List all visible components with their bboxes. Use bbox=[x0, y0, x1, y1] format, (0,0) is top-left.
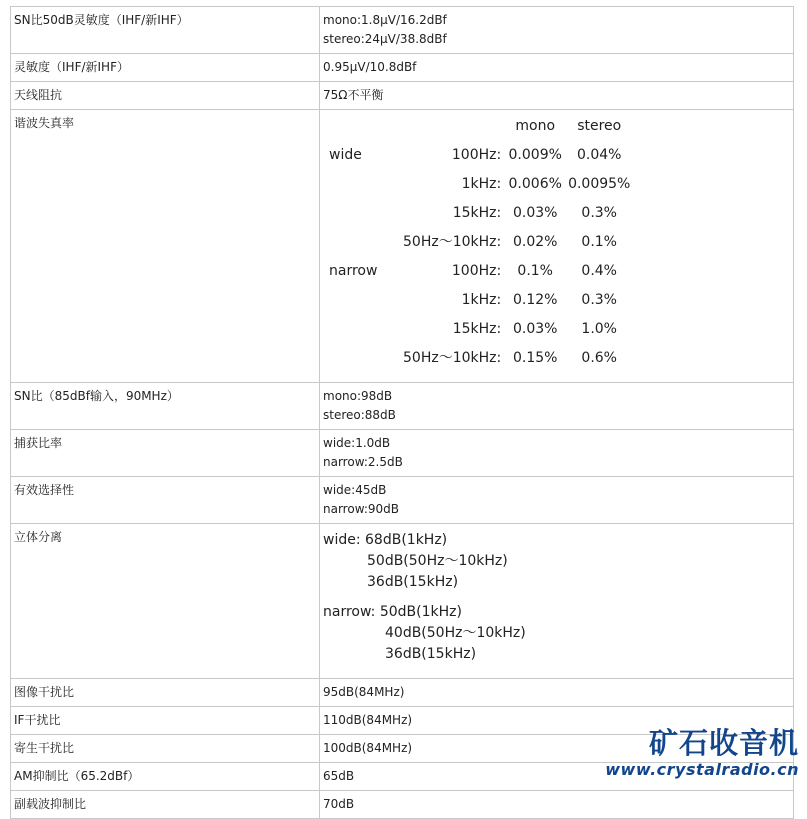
frequency-label: 1kHz: bbox=[461, 176, 502, 192]
mono-value: 0.03% bbox=[512, 205, 558, 221]
table-row bbox=[11, 7, 794, 54]
distortion-row bbox=[329, 291, 633, 320]
stereo-value: 0.3% bbox=[581, 292, 617, 308]
stereo-value: 0.6% bbox=[581, 350, 617, 366]
spec-value bbox=[320, 82, 794, 110]
separation-line: 50dB(50Hz～10kHz) bbox=[367, 553, 508, 569]
stereo-value: 0.1% bbox=[581, 234, 617, 250]
spec-value bbox=[320, 7, 794, 54]
spec-label: 立体分离 bbox=[11, 524, 320, 679]
separation-cell bbox=[320, 524, 794, 679]
band-label: narrow bbox=[329, 263, 378, 279]
spec-table bbox=[10, 6, 794, 819]
value-line: narrow:2.5dB bbox=[323, 455, 403, 469]
spec-label: 寄生干扰比 bbox=[11, 735, 320, 763]
spec-label: AM抑制比（65.2dBf） bbox=[11, 763, 320, 791]
value-line: 110dB(84MHz) bbox=[323, 713, 413, 727]
value-line: mono:1.8μV/16.2dBf bbox=[323, 13, 447, 27]
separation-value: 68dB(1kHz) bbox=[365, 532, 448, 548]
frequency-label: 100Hz: bbox=[451, 263, 502, 279]
separation-line: 36dB(15kHz) bbox=[367, 574, 459, 590]
value-line: 100dB(84MHz) bbox=[323, 741, 413, 755]
spec-value bbox=[320, 477, 794, 524]
mono-header: mono bbox=[515, 118, 556, 134]
distortion-row bbox=[329, 320, 633, 349]
distortion-table bbox=[329, 117, 633, 378]
separation-wide bbox=[323, 530, 790, 593]
value-line: mono:98dB bbox=[323, 389, 393, 403]
table-row bbox=[11, 430, 794, 477]
spec-label: 有效选择性 bbox=[11, 477, 320, 524]
spec-value bbox=[320, 791, 794, 819]
spec-value bbox=[320, 679, 794, 707]
frequency-label: 50Hz～10kHz: bbox=[403, 234, 502, 250]
distortion-row bbox=[329, 175, 633, 204]
table-row bbox=[11, 82, 794, 110]
stereo-value: 1.0% bbox=[581, 321, 617, 337]
spec-label: 灵敏度（IHF/新IHF） bbox=[11, 54, 320, 82]
stereo-header: stereo bbox=[577, 118, 622, 134]
mono-value: 0.15% bbox=[512, 350, 558, 366]
distortion-row bbox=[329, 233, 633, 262]
band-label bbox=[329, 175, 403, 204]
stereo-value: 0.04% bbox=[576, 147, 622, 163]
band-label bbox=[329, 320, 403, 349]
separation-narrow bbox=[323, 602, 790, 665]
spec-label: 谐波失真率 bbox=[11, 110, 320, 383]
value-line: narrow:90dB bbox=[323, 502, 400, 516]
frequency-label: 15kHz: bbox=[452, 205, 502, 221]
value-line: wide:45dB bbox=[323, 483, 387, 497]
mono-value: 0.12% bbox=[512, 292, 558, 308]
value-line: stereo:24μV/38.8dBf bbox=[323, 32, 447, 46]
spec-label: 图像干扰比 bbox=[11, 679, 320, 707]
site-watermark bbox=[605, 726, 799, 780]
separation-line bbox=[323, 530, 790, 551]
frequency-label: 100Hz: bbox=[451, 147, 502, 163]
mono-value: 0.1% bbox=[517, 263, 553, 279]
table-row bbox=[11, 383, 794, 430]
value-line: 95dB(84MHz) bbox=[323, 685, 405, 699]
table-row bbox=[11, 791, 794, 819]
distortion-row bbox=[329, 349, 633, 378]
band-label bbox=[329, 204, 403, 233]
table-row bbox=[11, 54, 794, 82]
table-row bbox=[11, 524, 794, 679]
spec-value bbox=[320, 383, 794, 430]
mono-value: 0.03% bbox=[512, 321, 558, 337]
mono-value: 0.009% bbox=[508, 147, 562, 163]
spec-label: SN比（85dBf输入，90MHz） bbox=[11, 383, 320, 430]
watermark-url: www.crystalradio.cn bbox=[605, 760, 799, 779]
distortion-row bbox=[329, 204, 633, 233]
band-label bbox=[329, 233, 403, 262]
table-row bbox=[11, 477, 794, 524]
value-line: stereo:88dB bbox=[323, 408, 396, 422]
separation-prefix: wide: bbox=[323, 532, 366, 548]
frequency-label: 50Hz～10kHz: bbox=[403, 350, 502, 366]
spec-value bbox=[320, 54, 794, 82]
table-row bbox=[11, 679, 794, 707]
value-line: 0.95μV/10.8dBf bbox=[323, 60, 417, 74]
distortion-cell bbox=[320, 110, 794, 383]
stereo-value: 0.3% bbox=[581, 205, 617, 221]
band-label bbox=[329, 291, 403, 320]
mono-value: 0.02% bbox=[512, 234, 558, 250]
band-label: wide bbox=[329, 147, 362, 163]
value-line: wide:1.0dB bbox=[323, 436, 391, 450]
watermark-title: 矿石收音机 bbox=[648, 726, 799, 760]
separation-line: 36dB(15kHz) bbox=[385, 646, 477, 662]
separation-value: 50dB(1kHz) bbox=[379, 604, 462, 620]
value-line: 70dB bbox=[323, 797, 355, 811]
separation-line: 40dB(50Hz～10kHz) bbox=[385, 625, 526, 641]
distortion-header-row bbox=[329, 117, 633, 146]
distortion-row bbox=[329, 146, 633, 175]
stereo-value: 0.0095% bbox=[568, 176, 631, 192]
value-line: 65dB bbox=[323, 769, 355, 783]
separation-line bbox=[323, 602, 790, 623]
stereo-value: 0.4% bbox=[581, 263, 617, 279]
spec-label: 捕获比率 bbox=[11, 430, 320, 477]
frequency-label: 15kHz: bbox=[452, 321, 502, 337]
mono-value: 0.006% bbox=[508, 176, 562, 192]
spec-label: SN比50dB灵敏度（IHF/新IHF） bbox=[11, 7, 320, 54]
spec-value bbox=[320, 430, 794, 477]
separation-prefix: narrow: bbox=[323, 604, 380, 620]
distortion-row bbox=[329, 262, 633, 291]
value-line: 75Ω不平衡 bbox=[323, 88, 384, 102]
spec-label: 天线阻抗 bbox=[11, 82, 320, 110]
table-row bbox=[11, 110, 794, 383]
band-label bbox=[329, 349, 403, 378]
separation-block bbox=[323, 528, 790, 665]
spec-label: IF干扰比 bbox=[11, 707, 320, 735]
frequency-label: 1kHz: bbox=[461, 292, 502, 308]
spec-label: 副载波抑制比 bbox=[11, 791, 320, 819]
